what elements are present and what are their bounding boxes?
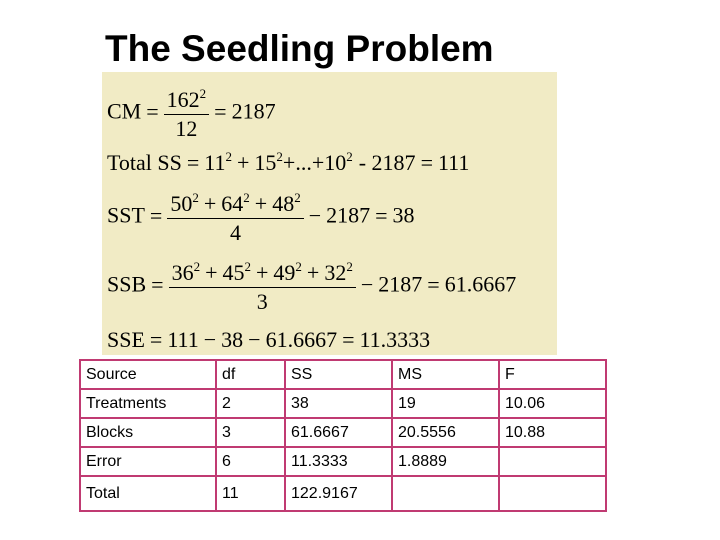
total-ss-equation: Total SS = $11^2 + 15^2+...+10^2 - 2187 = 111$ [107,149,470,175]
cm-fraction: $\frac{162^2}{12}$ [164,89,210,140]
table-cell: 61.6667 [285,418,392,447]
sse-result: 11.3333 [359,327,431,352]
equations-panel [102,72,557,355]
ssb-equation: SSB = $\frac{36^2 + 45^2 + 49^2 + 32^2}{3}$ − 2187 = 61.6667 [107,259,517,314]
table-cell: Blocks [80,418,216,447]
table-cell: 6 [216,447,285,476]
sst-equation: SST = $\frac{50^2 + 64^2 + 48^2}{4}$ − 2187 = 38 [107,190,415,245]
table-cell: 19 [392,389,499,418]
cm-equation: CM = $\frac{162^2}{12}$ = 2187 [107,86,276,141]
header-ms: MS [392,360,499,389]
header-source: Source [80,360,216,389]
table-cell: 38 [285,389,392,418]
table-row [80,447,606,476]
table-header-row [80,360,606,389]
table-cell: 1.8889 [392,447,499,476]
table-row [80,418,606,447]
table-cell: Treatments [80,389,216,418]
header-f: F [499,360,606,389]
ssb-result: 61.6667 [444,271,517,297]
sst-fraction: $\frac{50^2 + 64^2 + 48^2}{4}$ [167,193,303,244]
header-df: df [216,360,285,389]
table-cell: 10.06 [499,389,606,418]
table-cell: 11.3333 [285,447,392,476]
table-cell: 122.9167 [285,476,392,511]
table-cell: 3 [216,418,285,447]
table-row [80,476,606,511]
ssb-label: SSB [107,271,147,297]
total-ss-label: Total SS [107,150,182,175]
anova-table [79,359,607,512]
table-cell: 20.5556 [392,418,499,447]
ssb-fraction: $\frac{36^2 + 45^2 + 49^2 + 32^2}{3}$ [169,262,356,313]
table-cell: Total [80,476,216,511]
sst-result: 38 [392,202,415,228]
table-cell [499,447,606,476]
page-title: The Seedling Problem [105,28,494,69]
table-cell: 2 [216,389,285,418]
table-cell [499,476,606,511]
sst-label: SST [107,202,145,228]
cm-label: CM [107,98,142,124]
cm-result: 2187 [231,98,276,124]
sse-equation: SSE = 111 − 38 − 61.6667 = 11.3333 [107,327,431,352]
sse-label: SSE [107,327,145,352]
table-row [80,389,606,418]
table-cell: Error [80,447,216,476]
table-cell [392,476,499,511]
table-cell: 11 [216,476,285,511]
header-ss: SS [285,360,392,389]
total-ss-result: 111 [437,150,470,175]
table-cell: 10.88 [499,418,606,447]
